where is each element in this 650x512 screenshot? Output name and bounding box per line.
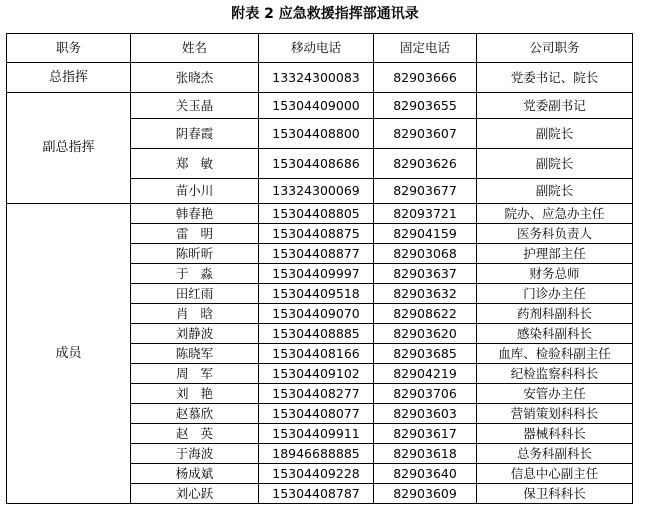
- mobile-cell: 15304409000: [259, 93, 374, 119]
- table-row: [7, 93, 633, 119]
- position-cell: 副院长: [477, 179, 633, 204]
- position-cell: 保卫科科长: [477, 484, 633, 504]
- table-body: [7, 63, 633, 504]
- position-cell: 营销策划科科长: [477, 404, 633, 424]
- role-cell: 成员: [7, 204, 131, 504]
- phone-cell: 82903640: [374, 464, 477, 484]
- position-cell: 副院长: [477, 119, 633, 149]
- header-phone: 固定电话: [374, 34, 477, 63]
- mobile-cell: 18946688885: [259, 444, 374, 464]
- position-cell: 纪检监察科科长: [477, 364, 633, 384]
- mobile-cell: 15304408686: [259, 149, 374, 179]
- mobile-cell: 15304408277: [259, 384, 374, 404]
- phone-cell: 82903677: [374, 179, 477, 204]
- name-cell: 肖晗: [131, 304, 259, 324]
- table-row: [7, 63, 633, 93]
- position-cell: 党委书记、院长: [477, 63, 633, 93]
- name-cell: 陈晓军: [131, 344, 259, 364]
- position-cell: 门诊办主任: [477, 284, 633, 304]
- mobile-cell: 15304409518: [259, 284, 374, 304]
- mobile-cell: 15304409911: [259, 424, 374, 444]
- phone-cell: 82903626: [374, 149, 477, 179]
- phone-cell: 82904219: [374, 364, 477, 384]
- name-cell: 雷明: [131, 224, 259, 244]
- mobile-cell: 15304408787: [259, 484, 374, 504]
- position-cell: 安管办主任: [477, 384, 633, 404]
- phone-cell: 82903637: [374, 264, 477, 284]
- role-cell: 副总指挥: [7, 93, 131, 204]
- phone-cell: 82903620: [374, 324, 477, 344]
- header-role: 职务: [7, 34, 131, 63]
- phone-cell: 82903618: [374, 444, 477, 464]
- phone-cell: 82903068: [374, 244, 477, 264]
- mobile-cell: 15304408077: [259, 404, 374, 424]
- phone-cell: 82908622: [374, 304, 477, 324]
- name-cell: 阴春霞: [131, 119, 259, 149]
- contact-table: [6, 33, 633, 504]
- mobile-cell: 13324300069: [259, 179, 374, 204]
- mobile-cell: 15304408877: [259, 244, 374, 264]
- name-cell: 陈昕昕: [131, 244, 259, 264]
- name-cell: 张晓杰: [131, 63, 259, 93]
- name-cell: 于海波: [131, 444, 259, 464]
- mobile-cell: 15304408875: [259, 224, 374, 244]
- name-cell: 赵慕欣: [131, 404, 259, 424]
- position-cell: 药剂科副科长: [477, 304, 633, 324]
- position-cell: 信息中心副主任: [477, 464, 633, 484]
- phone-cell: 82903609: [374, 484, 477, 504]
- header-row: [7, 34, 633, 63]
- position-cell: 党委副书记: [477, 93, 633, 119]
- phone-cell: 82903617: [374, 424, 477, 444]
- mobile-cell: 15304409228: [259, 464, 374, 484]
- mobile-cell: 15304409102: [259, 364, 374, 384]
- mobile-cell: 15304408800: [259, 119, 374, 149]
- position-cell: 医务科负责人: [477, 224, 633, 244]
- mobile-cell: 15304409070: [259, 304, 374, 324]
- header-mobile: 移动电话: [259, 34, 374, 63]
- phone-cell: 82903685: [374, 344, 477, 364]
- phone-cell: 82903607: [374, 119, 477, 149]
- mobile-cell: 15304408805: [259, 204, 374, 224]
- name-cell: 刘心跃: [131, 484, 259, 504]
- phone-cell: 82903706: [374, 384, 477, 404]
- position-cell: 院办、应急办主任: [477, 204, 633, 224]
- name-cell: 周军: [131, 364, 259, 384]
- document-title: 附表 2 应急救援指挥部通讯录: [231, 6, 419, 22]
- position-cell: 感染科副科长: [477, 324, 633, 344]
- header-name: 姓名: [131, 34, 259, 63]
- mobile-cell: 15304408885: [259, 324, 374, 344]
- position-cell: 副院长: [477, 149, 633, 179]
- mobile-cell: 13324300083: [259, 63, 374, 93]
- header-position: 公司职务: [477, 34, 633, 63]
- mobile-cell: 15304409997: [259, 264, 374, 284]
- name-cell: 田红雨: [131, 284, 259, 304]
- phone-cell: 82903632: [374, 284, 477, 304]
- name-cell: 郑敏: [131, 149, 259, 179]
- phone-cell: 82093721: [374, 204, 477, 224]
- position-cell: 器械科科长: [477, 424, 633, 444]
- name-cell: 刘静波: [131, 324, 259, 344]
- position-cell: 总务科副科长: [477, 444, 633, 464]
- name-cell: 苗小川: [131, 179, 259, 204]
- phone-cell: 82904159: [374, 224, 477, 244]
- phone-cell: 82903655: [374, 93, 477, 119]
- position-cell: 护理部主任: [477, 244, 633, 264]
- position-cell: 血库、检验科副主任: [477, 344, 633, 364]
- name-cell: 于淼: [131, 264, 259, 284]
- name-cell: 赵英: [131, 424, 259, 444]
- table-row: [7, 204, 633, 224]
- mobile-cell: 15304408166: [259, 344, 374, 364]
- position-cell: 财务总师: [477, 264, 633, 284]
- role-cell: 总指挥: [7, 63, 131, 93]
- phone-cell: 82903666: [374, 63, 477, 93]
- name-cell: 韩春艳: [131, 204, 259, 224]
- name-cell: 关玉晶: [131, 93, 259, 119]
- name-cell: 杨成斌: [131, 464, 259, 484]
- phone-cell: 82903603: [374, 404, 477, 424]
- name-cell: 刘艳: [131, 384, 259, 404]
